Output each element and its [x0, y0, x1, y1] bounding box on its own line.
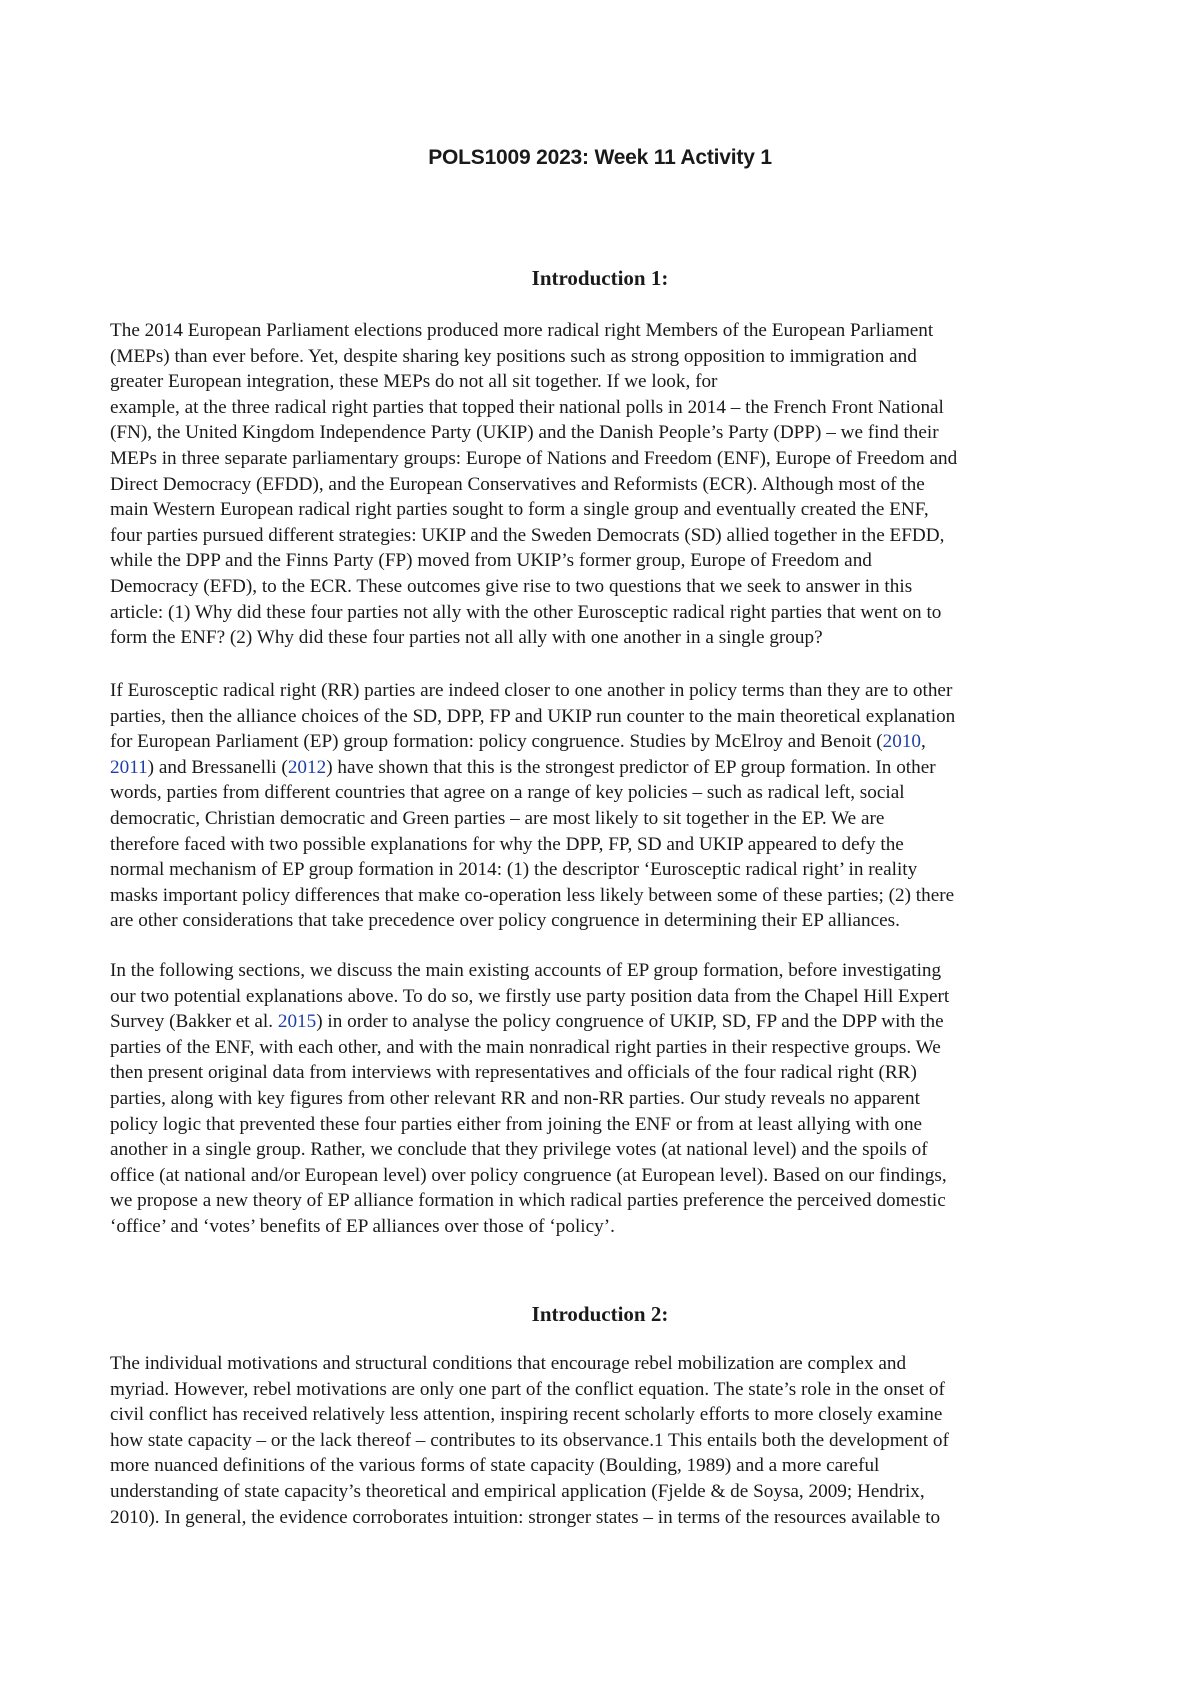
text-line: (MEPs) than ever before. Yet, despite sharing key positions such as strong opposition to immigration and — [110, 345, 917, 367]
text-line: are other considerations that take precedence over policy congruence in determining their EP alliances. — [110, 910, 900, 932]
text-line: myriad. However, rebel motivations are only one part of the conflict equation. The state’s role in the onset of — [110, 1378, 945, 1400]
text-line: democratic, Christian democratic and Green parties – are most likely to sit together in the EP. We are — [110, 807, 885, 829]
text-line: If Eurosceptic radical right (RR) parties are indeed closer to one another in policy terms than they are to other — [110, 680, 953, 701]
text-fragment: for European Parliament (EP) group formation: policy congruence. Studies by McElroy and Benoit ( — [110, 731, 883, 753]
text-line: understanding of state capacity’s theoretical and empirical application (Fjelde & de Soysa, 2009; Hendrix, — [110, 1480, 925, 1502]
text-line: ‘office’ and ‘votes’ benefits of EP alliances over those of ‘policy’. — [110, 1215, 615, 1237]
text-line: words, parties from different countries that agree on a range of key policies – such as radical left, social — [110, 782, 905, 804]
intro2-paragraph-1 — [110, 1351, 1100, 1530]
citation-link-2011[interactable]: 2011 — [110, 756, 148, 778]
text-line: In the following sections, we discuss the main existing accounts of EP group formation, before investigating — [110, 960, 942, 981]
text-line: our two potential explanations above. To do so, we firstly use party position data from the Chapel Hill Expert — [110, 985, 950, 1007]
text-line: example, at the three radical right parties that topped their national polls in 2014 – the French Front National — [110, 396, 944, 418]
text-line: while the DPP and the Finns Party (FP) moved from UKIP’s former group, Europe of Freedom and — [110, 550, 872, 572]
citation-link-2010[interactable]: 2010 — [882, 731, 922, 753]
citation-link-2015[interactable]: 2015 — [277, 1011, 317, 1033]
text-line: Democracy (EFD), to the ECR. These outcomes give rise to two questions that we seek to answer in this — [110, 575, 913, 597]
intro2-heading: Introduction 2: — [531, 1302, 669, 1326]
text-line: 2010). In general, the evidence corroborates intuition: stronger states – in terms of the resources available to — [110, 1506, 941, 1528]
intro1-paragraph-3 — [110, 958, 1100, 1240]
text-line: policy logic that prevented these four parties either from joining the ENF or from at least allying with one — [110, 1113, 923, 1135]
text-line: MEPs in three separate parliamentary groups: Europe of Nations and Freedom (ENF), Europe of Freedom and — [110, 447, 958, 469]
text-line: civil conflict has received relatively less attention, inspiring recent scholarly efforts to more closely examine — [110, 1404, 943, 1426]
text-fragment: ) have shown that this is the strongest predictor of EP group formation. In other — [326, 756, 936, 778]
text-line: Direct Democracy (EFDD), and the European Conservatives and Reformists (ECR). Although most of the — [110, 473, 925, 495]
text-line: therefore faced with two possible explanations for why the DPP, FP, SD and UKIP appeared to defy the — [110, 833, 904, 855]
text-line: The individual motivations and structural conditions that encourage rebel mobilization are complex and — [110, 1353, 907, 1374]
text-line: article: (1) Why did these four parties not ally with the other Eurosceptic radical right parties that went on to — [110, 601, 942, 623]
intro1-paragraph-2 — [110, 678, 1100, 934]
text-fragment: ) and Bressanelli ( — [147, 756, 288, 778]
intro1-paragraph-1 — [110, 318, 1100, 651]
text-line: parties of the ENF, with each other, and with the main nonradical right parties in their respective groups. We — [110, 1036, 941, 1058]
text-line: parties, along with key figures from other relevant RR and non-RR parties. Our study reveals no apparent — [110, 1087, 920, 1109]
text-line: greater European integration, these MEPs do not all sit together. If we look, for — [110, 371, 718, 393]
text-line: office (at national and/or European level) over policy congruence (at European level). Based on our findings, — [110, 1164, 947, 1186]
text-line: form the ENF? (2) Why did these four parties not all ally with one another in a single group? — [110, 627, 823, 649]
document-title: POLS1009 2023: Week 11 Activity 1 — [428, 146, 772, 169]
text-line: another in a single group. Rather, we conclude that they privilege votes (at national level) and the spoils of — [110, 1139, 928, 1161]
text-line — [110, 755, 1100, 781]
text-line: we propose a new theory of EP alliance formation in which radical parties preference the perceived domestic — [110, 1190, 946, 1212]
text-fragment: ) in order to analyse the policy congruence of UKIP, SD, FP and the DPP with the — [316, 1011, 944, 1033]
text-line — [110, 1009, 1100, 1035]
text-line: more nuanced definitions of the various forms of state capacity (Boulding, 1989) and a more careful — [110, 1455, 880, 1477]
text-line: parties, then the alliance choices of the SD, DPP, FP and UKIP run counter to the main theoretical explanation — [110, 705, 956, 727]
text-line: four parties pursued different strategies: UKIP and the Sweden Democrats (SD) allied together in the EFDD, — [110, 524, 945, 546]
text-fragment: , — [921, 731, 926, 753]
text-line: then present original data from interviews with representatives and officials of the four radical right (RR) — [110, 1062, 917, 1084]
intro1-heading: Introduction 1: — [531, 266, 669, 290]
text-line: (FN), the United Kingdom Independence Party (UKIP) and the Danish People’s Party (DPP) – we find their — [110, 422, 939, 444]
text-line: main Western European radical right parties sought to form a single group and eventually created the ENF, — [110, 499, 929, 521]
text-line: masks important policy differences that make co-operation less likely between some of these parties; (2) there — [110, 884, 955, 906]
text-line: how state capacity – or the lack thereof – contributes to its observance.1 This entails both the development of — [110, 1429, 949, 1451]
text-line: The 2014 European Parliament elections produced more radical right Members of the European Parliament — [110, 320, 934, 341]
citation-link-2012[interactable]: 2012 — [287, 756, 327, 778]
text-fragment: Survey (Bakker et al. — [110, 1011, 278, 1033]
text-line: normal mechanism of EP group formation in 2014: (1) the descriptor ‘Eurosceptic radical right’ in reality — [110, 859, 918, 881]
text-line — [110, 729, 1100, 755]
